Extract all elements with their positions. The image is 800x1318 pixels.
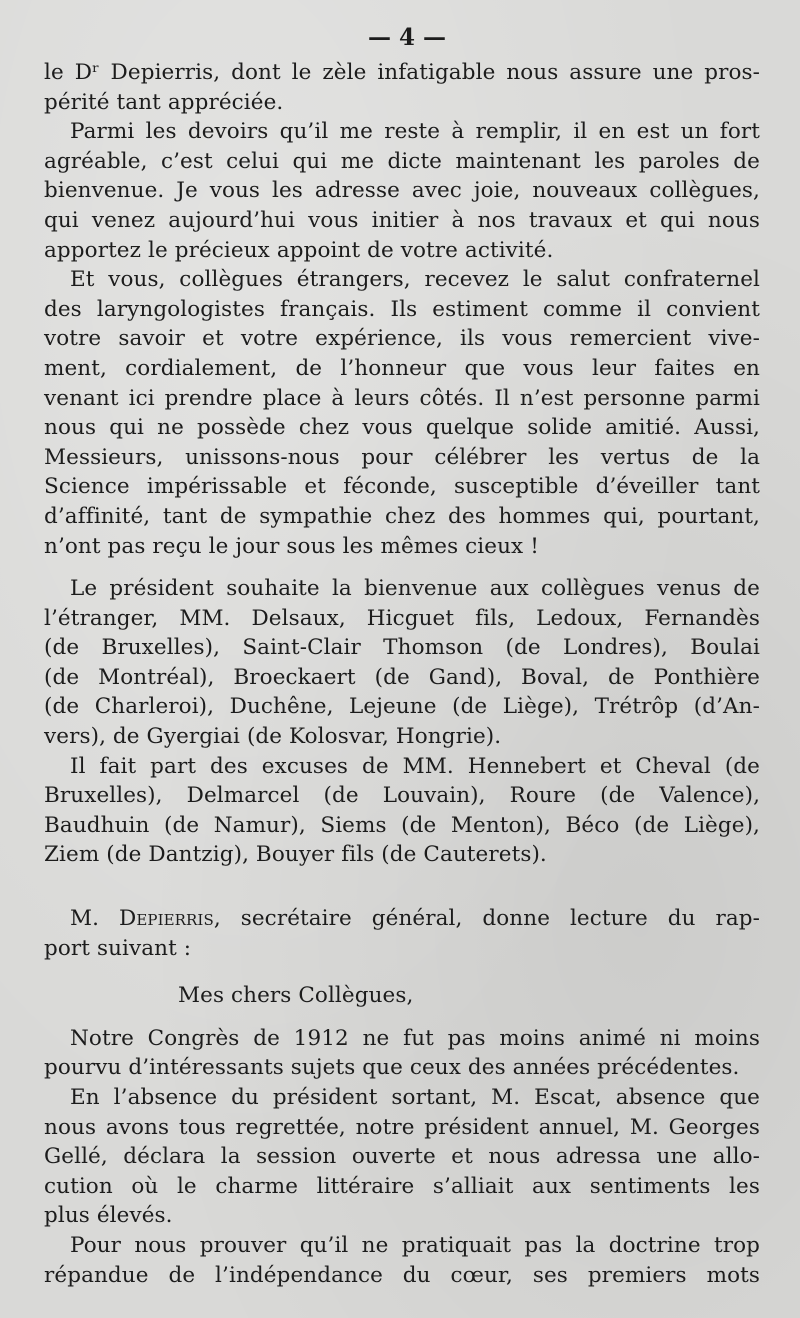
text-line: d’affinité, tant de sympathie chez des hommes qui, pourtant, [44, 503, 760, 529]
text-line: des laryngologistes français. Ils estiment comme il convient [44, 296, 760, 322]
text-line: le Dʳ Depierris, dont le zèle infatigable nous assure une pros- [44, 60, 760, 85]
salutation: Mes chers Collègues, [178, 983, 414, 1009]
text-line: n’ont pas reçu le jour sous les mêmes cieux ! [44, 533, 539, 559]
text-line: Baudhuin (de Namur), Siems (de Menton), Béco (de Liège), [44, 812, 760, 838]
text-line: l’étranger, MM. Delsaux, Hicguet fils, Ledoux, Fernandès [44, 605, 760, 631]
text-line: port suivant : [44, 935, 192, 961]
text-line: Le président souhaite la bienvenue aux collègues venus de [70, 576, 760, 602]
text-fragment: secrétaire général, donne lecture du rap- [220, 906, 760, 932]
text-line: apportez le précieux appoint de votre activité. [44, 237, 554, 263]
text-line: Pour nous prouver qu’il ne pratiquait pas la doctrine trop [70, 1232, 760, 1258]
text-line: Ziem (de Dantzig), Bouyer fils (de Cauterets). [44, 842, 547, 868]
paragraph [44, 1231, 760, 1290]
paragraph-gap [44, 561, 760, 574]
text-line: bienvenue. Je vous les adresse avec joie, nouveaux collègues, [44, 178, 760, 204]
text-line [44, 904, 760, 934]
text-line: vers), de Gyergiai (de Kolosvar, Hongrie). [44, 724, 502, 750]
paragraph [44, 574, 760, 752]
text-line: (de Montréal), Broeckaert (de Gand), Boval, de Ponthière [44, 664, 760, 690]
text-line: répandue de l’indépendance du cœur, ses premiers mots [44, 1262, 760, 1288]
paragraph [44, 752, 760, 870]
text-line: nous avons tous regrettée, notre président annuel, M. Georges [44, 1114, 760, 1140]
text-line: cution où le charme littéraire s’alliait aux sentiments les [44, 1173, 760, 1199]
text-line: (de Bruxelles), Saint-Clair Thomson (de Londres), Boulai [44, 635, 760, 661]
text-line: périté tant appréciée. [44, 89, 284, 115]
page-number: — 4 — [367, 24, 447, 51]
text-line: qui venez aujourd’hui vous initier à nos travaux et qui nous [44, 207, 760, 233]
paragraph-gap [44, 1011, 760, 1024]
text-line: votre savoir et votre expérience, ils vous remercient vive- [44, 326, 760, 352]
paragraph [44, 265, 760, 561]
text-line: Messieurs, unissons-nous pour célébrer les vertus de la [44, 444, 760, 470]
text-line: Gellé, déclara la session ouverte et nous adressa une allo- [44, 1144, 760, 1170]
text-line: En l’absence du président sortant, M. Escat, absence que [70, 1085, 760, 1110]
text-line: nous qui ne possède chez vous quelque solide amitié. Aussi, [44, 415, 760, 441]
text-line: Et vous, collègues étrangers, recevez le salut confraternel [70, 267, 760, 293]
text-line: plus élevés. [44, 1203, 173, 1229]
text-line: Bruxelles), Delmarcel (de Louvain), Roure (de Valence), [44, 783, 760, 809]
text-line: agréable, c’est celui qui me dicte maintenant les paroles de [44, 148, 760, 174]
paragraph [44, 904, 760, 963]
section-gap [44, 870, 760, 904]
paragraph [44, 1024, 760, 1083]
speaker-name: M. Depierris, [70, 906, 221, 932]
text-line: ment, cordialement, de l’honneur que vous leur faites en [44, 355, 760, 381]
salutation-block [44, 981, 760, 1011]
paragraph-gap [44, 963, 760, 981]
paragraph [44, 117, 760, 265]
text-line: pourvu d’intéressants sujets que ceux des années précédentes. [44, 1055, 740, 1081]
text-line: Science impérissable et féconde, susceptible d’éveiller tant [44, 474, 760, 500]
text-line: Il fait part des excuses de MM. Hennebert et Cheval (de [70, 753, 760, 779]
paragraph [44, 58, 760, 117]
text-line: Notre Congrès de 1912 ne fut pas moins animé ni moins [70, 1025, 760, 1051]
text-line: Parmi les devoirs qu’il me reste à remplir, il en est un fort [70, 119, 760, 145]
text-line: venant ici prendre place à leurs côtés. Il n’est personne parmi [44, 385, 760, 411]
text-line: (de Charleroi), Duchêne, Lejeune (de Liège), Trétrôp (d’An- [44, 694, 760, 720]
paragraph [44, 1083, 760, 1231]
